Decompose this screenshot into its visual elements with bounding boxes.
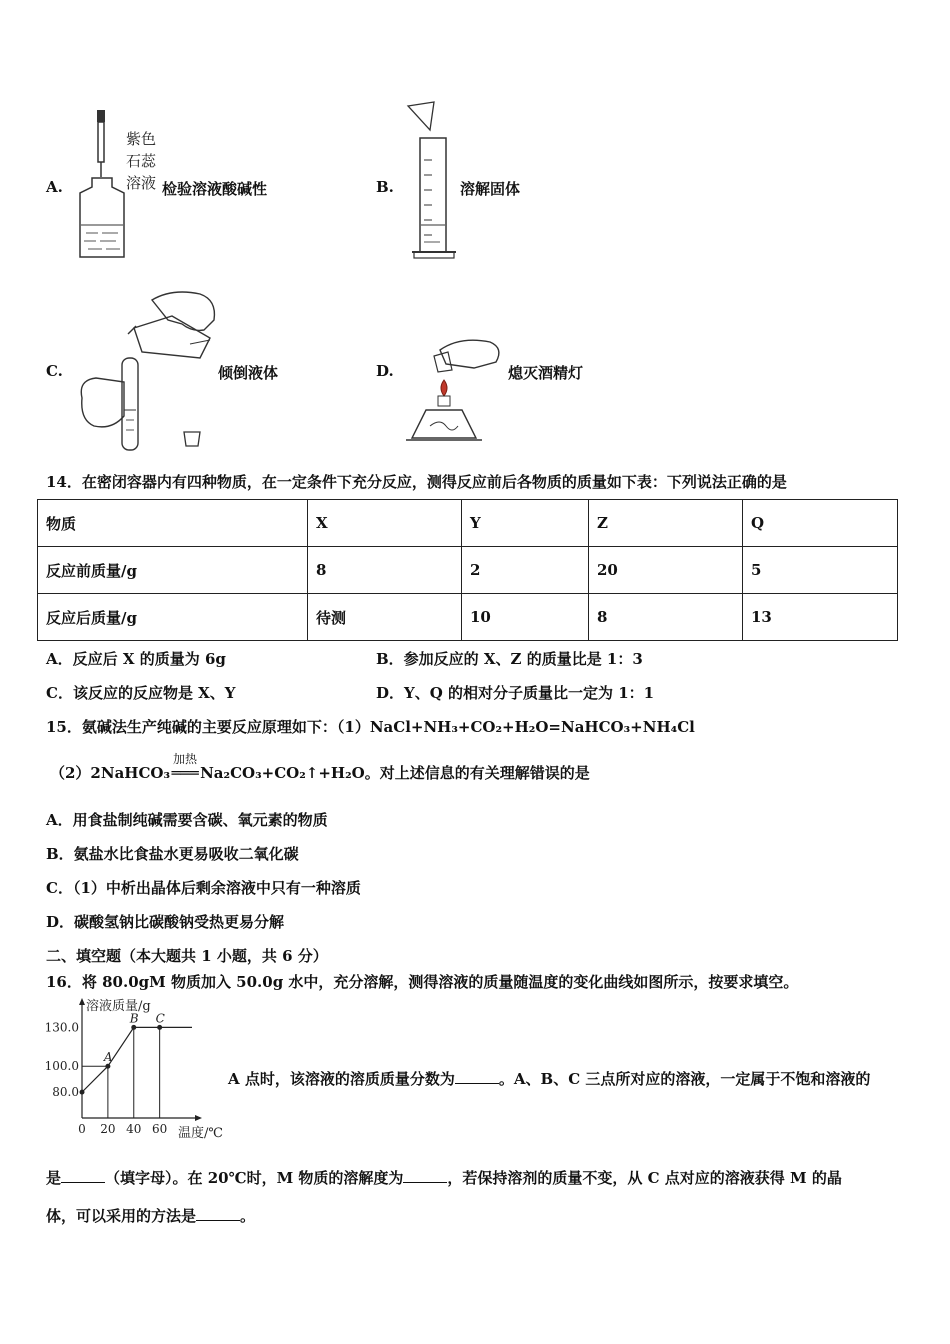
q16-line-1-text-b: 。A、B、C 三点所对应的溶液，一定属于不饱和溶液的 [498,1070,871,1088]
reagent-label [126,128,156,194]
table-header-cell: X [308,500,462,547]
x-tick-label: 20 [100,1122,116,1136]
table-row [38,594,898,641]
table-cell: 2 [462,547,589,594]
pouring-liquid-figure [72,280,222,455]
answer-blank[interactable] [455,1069,499,1084]
y-axis-label: 溶液质量/g [86,999,151,1014]
y-tick-label: 80.0 [52,1085,79,1100]
table-cell: 10 [462,594,589,641]
q16-line-3 [46,1205,255,1226]
q13-option-d-text: 熄灭酒精灯 [508,364,584,382]
point-label: C [155,1011,165,1026]
table-cell: 8 [308,547,462,594]
q14-stem: 14．在密闭容器内有四种物质，在一定条件下充分反应，测得反应前后各物质的质量如下表：下列说法正确的是 [46,473,787,491]
table-header-cell: Z [589,500,743,547]
q15-eq2-prefix: （2）2NaHCO₃ [50,764,171,782]
data-point [157,1025,162,1030]
y-tick-label: 100.0 [44,1059,79,1074]
reagent-label-line: 石蕊 [126,152,157,170]
q14-option-a: A．反应后 X 的质量为 6g [46,650,226,668]
solution-mass-chart [36,996,236,1146]
q16-line-3-text-a: 体，可以采用的方法是 [46,1207,197,1225]
x-tick-label: 0 [78,1122,86,1136]
q15-option-a: A．用食盐制纯碱需要含碳、氧元素的物质 [46,811,328,829]
q15-equation-1: NaCl+NH₃+CO₂+H₂O=NaHCO₃+NH₄Cl [369,718,695,736]
reaction-condition: 加热 [173,752,198,766]
table-cell: 20 [589,547,743,594]
q16-stem: 16．将 80.0gM 物质加入 50.0g 水中，充分溶解，测得溶液的质量随温度的变化曲线如图所示，按要求填空。 [46,973,799,991]
q16-line-2 [46,1167,842,1188]
table-header-row [38,500,898,547]
reagent-label-line: 溶液 [126,174,157,192]
table-header-cell: Y [462,500,589,547]
q15-stem [46,716,695,737]
q16-line-1 [228,1068,870,1089]
q13-option-d-letter: D. [376,362,394,380]
q14-option-c: C．该反应的反应物是 X、Y [46,684,236,702]
table-cell: 8 [589,594,743,641]
q13-option-a-text: 检验溶液酸碱性 [162,180,268,198]
q15-equation-2 [50,752,590,783]
q13-option-b-letter: B. [376,178,394,196]
data-point [80,1090,85,1095]
section-heading: 二、填空题（本大题共 1 小题，共 6 分） [46,947,328,965]
q15-eq2-suffix: Na₂CO₃+CO₂↑+H₂O。对上述信息的有关理解错误的是 [200,764,590,782]
table-cell: 13 [743,594,898,641]
q16-line-2-text-c: ，若保持溶剂的质量不变，从 C 点对应的溶液获得 M 的晶 [447,1169,842,1187]
q16-line-1-text-a: A 点时，该溶液的溶质质量分数为 [228,1070,455,1088]
reaction-arrow: 加热 ═══ [171,752,199,782]
data-point [131,1025,136,1030]
y-tick-label: 130.0 [44,1020,79,1035]
reagent-label-line: 紫色 [126,130,157,148]
alcohol-lamp-figure [400,330,510,456]
x-axis-arrow [195,1115,202,1121]
q13-option-c-letter: C. [46,362,63,380]
x-tick-label: 40 [126,1122,142,1136]
point-label: A [103,1050,113,1065]
answer-blank[interactable] [196,1206,240,1221]
x-axis-label: 温度/℃ [178,1126,223,1141]
q15-option-b: B．氨盐水比食盐水更易吸收二氧化碳 [46,845,299,863]
q15-stem-text: 15．氨碱法生产纯碱的主要反应原理如下：（1） [46,718,370,736]
q16-line-3-text-b: 。 [240,1207,256,1225]
q13-option-c-text: 倾倒液体 [218,364,279,382]
q13-option-b-text: 溶解固体 [460,180,521,198]
q14-option-b: B．参加反应的 X、Z 的质量比是 1：3 [376,650,643,668]
point-label: B [129,1011,139,1026]
table-header-cell: Q [743,500,898,547]
table-cell: 待测 [308,594,462,641]
q15-option-c: C．（1）中析出晶体后剩余溶液中只有一种溶质 [46,879,361,897]
q14-option-d: D．Y、Q 的相对分子质量比一定为 1：1 [376,684,655,702]
table-cell: 5 [743,547,898,594]
y-axis-arrow [79,998,85,1005]
q14-mass-table [37,499,898,641]
table-cell: 反应前质量/g [38,547,308,594]
q16-line-2-text-a: 是 [46,1169,62,1187]
data-point [105,1064,110,1069]
q13-option-a-letter: A. [46,178,63,196]
x-tick-label: 60 [152,1122,168,1136]
dropper-bottle-figure [72,105,172,265]
table-row [38,547,898,594]
q16-line-2-text-b: （填字母）。在 20℃时，M 物质的溶解度为 [105,1169,404,1187]
table-cell: 反应后质量/g [38,594,308,641]
series-line [82,1027,192,1092]
q15-option-d: D．碳酸氢钠比碳酸钠受热更易分解 [46,913,285,931]
answer-blank[interactable] [403,1168,447,1183]
table-header-cell: 物质 [38,500,308,547]
answer-blank[interactable] [61,1168,105,1183]
